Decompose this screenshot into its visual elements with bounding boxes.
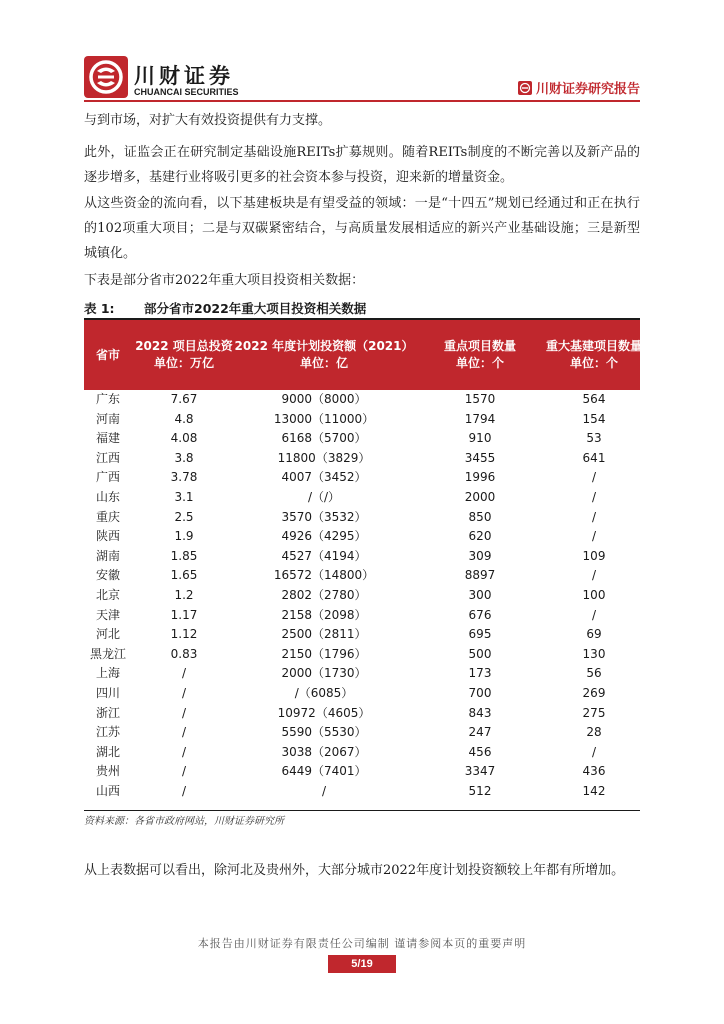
cell-total-investment: 3.8 [174,450,194,465]
cell-annual-plan: 3038（2067） [281,744,367,759]
cell-total-investment: / [181,725,187,740]
table-row [84,527,640,547]
cell-annual-plan: / [321,783,327,798]
cell-province: 浙江 [95,705,120,720]
cell-key-projects: 512 [468,783,492,798]
cell-annual-plan: 2150（1796） [281,646,367,661]
cell-annual-plan: 16572（14800） [273,568,375,583]
table-number: 表 1: [84,301,115,316]
cell-infra-projects: 28 [586,725,602,740]
cell-key-projects: 300 [468,587,492,602]
table-row [84,625,640,645]
cell-total-investment: / [181,705,187,720]
header-total-investment: 2022 项目总投资 单位：万亿 [135,339,233,370]
table-bottom-rule [84,810,640,811]
cell-total-investment: / [181,764,187,779]
cell-province: 天津 [95,607,120,622]
table-body [84,390,640,801]
header-annual-plan: 2022 年度计划投资额（2021） 单位：亿 [234,339,414,370]
cell-annual-plan: 2500（2811） [281,627,367,642]
cell-key-projects: 676 [468,607,492,622]
cell-annual-plan: 9000（8000） [281,392,367,406]
cell-annual-plan: 2000（1730） [281,666,367,681]
cell-infra-projects: 436 [582,764,606,779]
table-row [84,566,640,586]
paragraph-4: 下表是部分省市2022年重大项目投资相关数据： [84,273,365,288]
cell-province: 江苏 [95,725,120,740]
cell-total-investment: 1.9 [174,529,194,544]
cell-province: 重庆 [95,509,120,524]
cell-infra-projects: 130 [582,646,606,661]
cell-total-investment: 0.83 [170,646,198,661]
cell-province: 北京 [95,587,120,602]
cell-key-projects: 456 [468,744,492,759]
footer-disclaimer: 本报告由川财证券有限责任公司编制 谨请参阅本页的重要声明 [197,937,527,950]
report-tag-text: 川财证券研究报告 [535,82,640,97]
cell-province: 湖南 [95,548,120,563]
table-row [84,723,640,743]
cell-province: 广东 [95,392,120,406]
cell-key-projects: 850 [468,509,492,524]
cell-total-investment: 1.2 [174,587,194,602]
cell-infra-projects: / [591,529,597,544]
header-province: 省市 [95,347,120,362]
company-name-en: CHUANCAI SECURITIES [134,87,239,97]
cell-infra-projects: / [591,607,597,622]
table-row [84,684,640,704]
cell-infra-projects: / [591,489,597,504]
cell-annual-plan: 5590（5530） [281,725,367,740]
table-row [84,606,640,626]
table-row [84,468,640,488]
cell-key-projects: 173 [468,666,492,681]
cell-infra-projects: 269 [582,685,606,700]
cell-total-investment: / [181,783,187,798]
cell-annual-plan: /（/） [307,489,341,504]
cell-total-investment: / [181,685,187,700]
cell-total-investment: 4.08 [170,431,198,446]
header-divider [84,100,640,102]
table-row [84,390,640,410]
cell-total-investment: 4.8 [174,411,194,426]
cell-province: 江西 [95,450,120,465]
table-row [84,449,640,469]
header-key-projects: 重点项目数量 单位：个 [443,339,516,370]
report-header [84,56,640,100]
table-row [84,704,640,724]
cell-infra-projects: 564 [582,392,606,406]
cell-province: 河北 [95,627,120,642]
cell-province: 上海 [95,666,120,681]
cell-infra-projects: 641 [582,450,606,465]
cell-total-investment: 7.67 [170,392,198,406]
company-name-cn: 川财证券 [134,64,234,88]
cell-infra-projects: / [591,568,597,583]
cell-key-projects: 843 [468,705,492,720]
cell-annual-plan: 4527（4194） [281,548,367,563]
cell-annual-plan: 4926（4295） [281,529,367,544]
cell-province: 河南 [95,411,120,426]
cell-total-investment: / [181,744,187,759]
cell-annual-plan: 2158（2098） [281,607,367,622]
cell-province: 安徽 [95,568,120,583]
table-caption [84,299,640,319]
page-number: 5/19 [328,955,396,973]
cell-key-projects: 247 [468,725,492,740]
paragraph-1: 与到市场，对扩大有效投资提供有力支撑。 [84,113,332,128]
cell-total-investment: / [181,666,187,681]
table-row [84,762,640,782]
table-row [84,645,640,665]
cell-infra-projects: / [591,744,597,759]
cell-annual-plan: /（6085） [294,685,354,700]
cell-annual-plan: 3570（3532） [281,509,367,524]
cell-key-projects: 1996 [464,470,496,485]
table-row [84,586,640,606]
cell-key-projects: 1570 [464,392,496,406]
cell-infra-projects: 154 [582,411,606,426]
cell-key-projects: 3347 [464,764,496,779]
cell-infra-projects: 69 [586,627,602,642]
cell-infra-projects: / [591,509,597,524]
table-row [84,743,640,763]
cell-annual-plan: 10972（4605） [277,705,371,720]
cell-annual-plan: 11800（3829） [277,450,371,465]
cell-province: 山西 [95,783,120,798]
cell-infra-projects: 109 [582,548,606,563]
cell-key-projects: 3455 [464,450,496,465]
table-title: 部分省市2022年重大项目投资相关数据 [144,301,367,316]
cell-province: 湖北 [95,744,120,759]
table-row [84,508,640,528]
cell-key-projects: 309 [468,548,492,563]
table-row [84,488,640,508]
cell-key-projects: 8897 [464,568,496,583]
cell-key-projects: 695 [468,627,492,642]
cell-province: 广西 [95,470,120,485]
cell-total-investment: 3.78 [170,470,198,485]
cell-infra-projects: 56 [586,666,602,681]
cell-infra-projects: 53 [586,431,602,446]
cell-province: 陕西 [95,529,120,544]
cell-infra-projects: 142 [582,783,606,798]
table-row [84,782,640,802]
table-row [84,429,640,449]
cell-total-investment: 1.17 [170,607,198,622]
cell-total-investment: 3.1 [174,489,194,504]
cell-total-investment: 2.5 [174,509,194,524]
cell-key-projects: 500 [468,646,492,661]
cell-total-investment: 1.85 [170,548,198,563]
header-infra-projects: 重大基建项目数量 单位：个 [546,339,643,370]
cell-key-projects: 620 [468,529,492,544]
cell-province: 四川 [95,685,120,700]
brand-small-icon [518,81,532,95]
cell-infra-projects: 275 [582,705,606,720]
cell-annual-plan: 4007（3452） [281,470,367,485]
cell-key-projects: 2000 [464,489,496,504]
table-row [84,664,640,684]
cell-annual-plan: 2802（2780） [281,587,367,602]
cell-province: 黑龙江 [89,646,126,661]
paragraph-3: 从这些资金的流向看，以下基建板块是有望受益的领域：一是“十四五”规划已经通过和正在执行的102项重大项目；二是与双碳紧密结合，与高质量发展相适应的新兴产业基础设施；三是新型城镇化。 [84,196,640,261]
paragraph-2: 此外，证监会正在研究制定基础设施REITs扩募规则。随着REITs制度的不断完善以及新产品的逐步增多，基建行业将吸引更多的社会资本参与投资，迎来新的增量资金。 [84,145,640,185]
cell-province: 福建 [95,431,120,446]
cell-annual-plan: 6449（7401） [281,764,367,779]
table-source: 资料来源：各省市政府网站，川财证券研究所 [84,816,284,827]
table-header [84,320,643,390]
cell-key-projects: 700 [468,685,492,700]
conclusion-paragraph: 从上表数据可以看出，除河北及贵州外，大部分城市2022年度计划投资额较上年都有所增加。 [84,863,625,878]
cell-province: 贵州 [95,764,120,779]
cell-total-investment: 1.65 [170,568,198,583]
cell-infra-projects: / [591,470,597,485]
cell-key-projects: 1794 [464,411,496,426]
cell-annual-plan: 6168（5700） [281,431,367,446]
cell-key-projects: 910 [468,431,492,446]
cell-province: 山东 [95,489,120,504]
cell-infra-projects: 100 [582,587,606,602]
company-logo-icon [84,56,128,98]
cell-annual-plan: 13000（11000） [273,411,375,426]
report-tag [518,78,640,97]
table-row [84,410,640,430]
cell-total-investment: 1.12 [170,627,198,642]
table-row [84,547,640,567]
